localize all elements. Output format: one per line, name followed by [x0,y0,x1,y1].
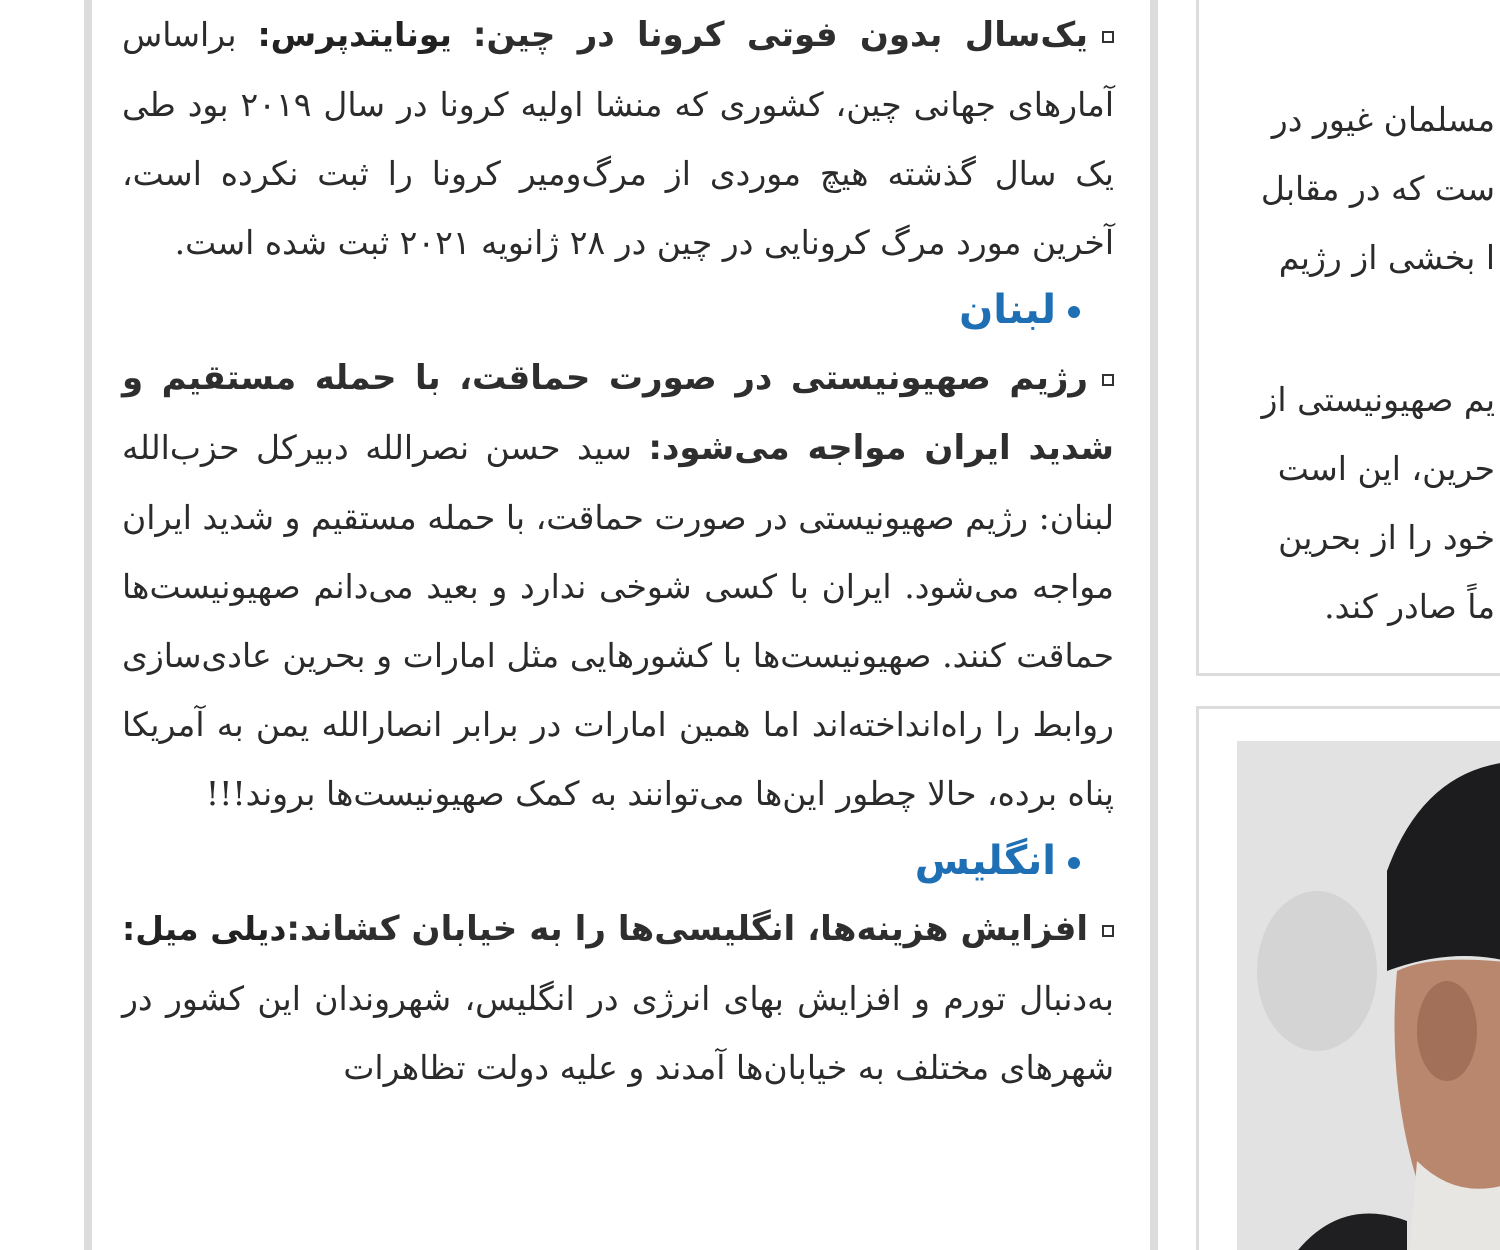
bullet-square-icon [1102,925,1114,937]
photo-box [1196,706,1500,1250]
section-england-title: انگلیس [914,838,1056,884]
section-dot-icon [1068,857,1080,869]
portrait-photo [1237,741,1500,1250]
section-dot-icon [1068,306,1080,318]
bullet-square-icon [1102,374,1114,386]
right-line: خود را از بحرین [1278,518,1495,557]
right-line: مسلمان غیور در [1271,100,1495,139]
source-china: یونایتدپرس: [257,15,452,54]
portrait-illustration-icon [1237,741,1500,1250]
right-line: حرین، این است [1277,449,1495,488]
article-china [122,0,1114,277]
headline-china: یک‌سال بدون فوتی کرونا در چین: [472,15,1088,55]
right-line: ست که در مقابل [1260,169,1495,208]
right-text-block-2 [1196,365,1495,641]
main-column [84,0,1158,1250]
section-lebanon [122,277,1114,343]
section-england [122,828,1114,894]
section-lebanon-title: لبنان [959,287,1056,333]
body-england: به‌دنبال تورم و افزایش بهای انرژی در انگلیس، شهروندان این کشور در شهرهای مختلف به خیابان‌ها آمدند و علیه دولت تظاهرات [122,979,1114,1087]
headline-lebanon: رژیم صهیونیستی در صورت حماقت، با حمله مستقیم و شدید ایران مواجه می‌شود: [122,358,1114,468]
body-lebanon: سید حسن نصرالله دبیرکل حزب‌الله لبنان: رژیم صهیونیستی در صورت حماقت، با حمله مستقیم و شدید ایران مواجه می‌شود. ایران با کسی شوخی ندارد و بعید می‌دانم صهیونیست‌ها حماقت کنند. صهیونیست‌ها با کشورهایی مثل امارات و بحرین عادی‌سازی روابط را راه‌انداخته‌اند اما همین امارات در برابر انصارالله یمن به آمریکا پناه برده، حالا چطور این‌ها می‌توانند به کمک صهیونیست‌ها بروند!!! [122,428,1114,813]
article-england [122,894,1114,1102]
source-england: دیلی میل: [122,909,287,948]
headline-england: افزایش هزینه‌ها، انگلیسی‌ها را به خیابان کشاند: [286,909,1088,949]
right-text-block-1 [1196,85,1495,292]
article-column [122,0,1114,1102]
right-line: ا بخشی از رژیم [1278,238,1495,277]
right-line: ماً صادر کند. [1324,587,1495,626]
right-line: یم صهیونیستی از [1261,380,1495,419]
body-china: براساس آمارهای جهانی چین، کشوری که منشا اولیه کرونا در سال ۲۰۱۹ بود طی یک سال گذشته هیچ موردی از مرگ‌ومیر کرونا را ثبت نکرده است، آخرین مورد مرگ کرونایی در چین در ۲۸ ژانویه ۲۰۲۱ ثبت شده است. [122,15,1114,262]
bullet-square-icon [1102,31,1114,43]
right-text-box [1196,0,1500,676]
article-lebanon [122,343,1114,828]
